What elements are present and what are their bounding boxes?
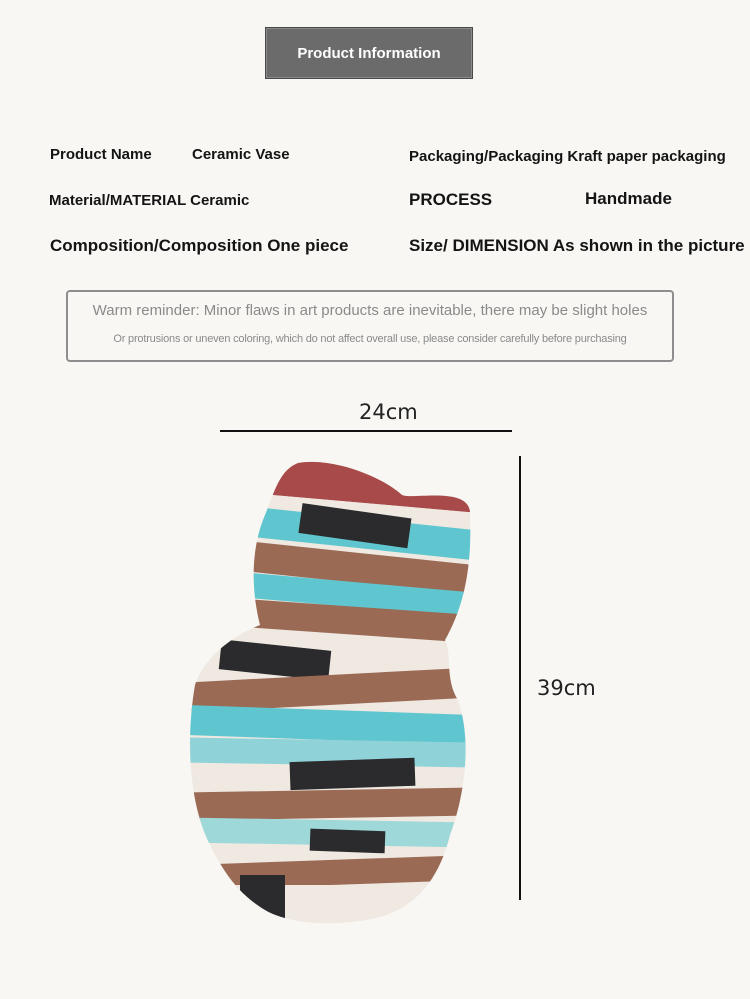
product-name-label: Product Name [50,146,152,163]
packaging-spec: Packaging/Packaging Kraft paper packaging [409,148,726,165]
size-spec: Size/ DIMENSION As shown in the picture [409,236,745,255]
vase-image [180,455,480,930]
composition-spec: Composition/Composition One piece [50,236,349,255]
product-name-value: Ceramic Vase [192,146,290,163]
product-information-header: Product Information [265,27,473,79]
warm-reminder-main: Warm reminder: Minor flaws in art products are inevitable, there may be slight holes [92,302,648,319]
height-dimension-label: 39cm [537,676,596,700]
warm-reminder-box [66,290,674,362]
width-dimension-label: 24cm [359,400,418,424]
width-dimension-line [220,430,512,432]
height-dimension-line [519,456,521,900]
warm-reminder-sub: Or protrusions or uneven coloring, which do not affect overall use, please consider carefully before purchasing [113,333,627,345]
process-label: PROCESS [409,190,493,209]
material-spec: Material/MATERIAL Ceramic [49,192,250,209]
process-value: Handmade [585,189,672,208]
